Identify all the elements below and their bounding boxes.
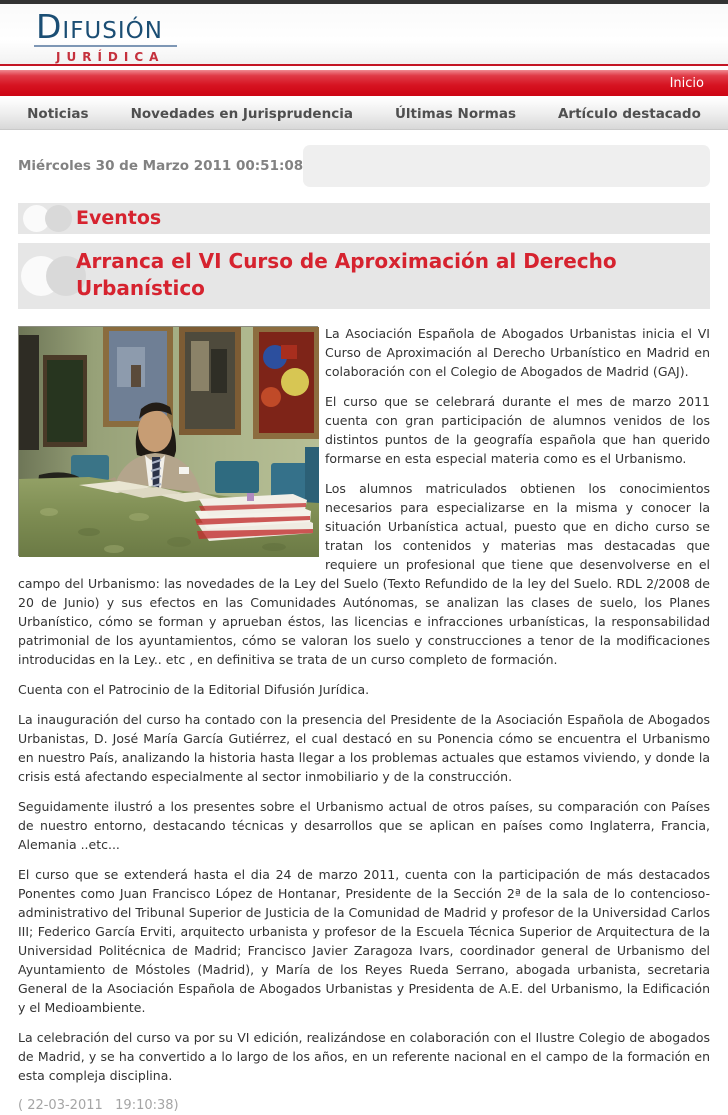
- logo-text-difusion: Difusión: [34, 10, 177, 47]
- article-title-band: [18, 243, 710, 309]
- article-paragraph: La inauguración del curso ha contado con la presencia del Presidente de la Asociación Española de Abogados Urbanistas, D. José María García Gutiérrez, el cual destacó en su Ponencia cómo se encuentra el Urbanismo en nuestro País, analizando la historia hasta llegar a los problemas actuales que estamos viviendo, y donde la crisis está afectando especialmente al sector inmobiliario y de la construcción.: [18, 712, 710, 784]
- logo-text-juridica: JURÍDICA: [56, 50, 165, 64]
- article-paragraph: La Asociación Española de Abogados Urbanistas inicia el VI Curso de Aproximación al Derecho Urbanístico en Madrid en colaboración con el Colegio de Abogados de Madrid (GAJ).: [325, 326, 710, 379]
- article-title: Arranca el VI Curso de Aproximación al Derecho Urbanístico: [76, 249, 617, 300]
- article-paragraph: Cuenta con el Patrocinio de la Editorial Difusión Jurídica.: [18, 682, 370, 697]
- nav-link-articulo-destacado[interactable]: Artículo destacado: [557, 105, 701, 122]
- article-paragraph: El curso que se celebrará durante el mes de marzo 2011 cuenta con gran participación de alumnos venidos de los distintos puntos de la geografía española que han querido formarse en esta especial materia como es el Urbanismo.: [325, 394, 710, 466]
- nav-link-novedades-jurisprudencia[interactable]: Novedades en Jurisprudencia: [130, 105, 353, 122]
- section-header-eventos: [18, 203, 710, 234]
- section-title: Eventos: [76, 207, 162, 229]
- article-body: [18, 324, 710, 1115]
- masthead: [0, 4, 728, 66]
- main-navbar: [0, 98, 728, 130]
- empty-gray-panel: [303, 145, 710, 187]
- article-paragraph: Seguidamente ilustró a los presentes sobre el Urbanismo actual de otros países, su comparación con Países de nuestro entorno, destacando técnicas y desarrollos que se aplican en países como Inglaterra, Francia, Alemania ..etc...: [18, 799, 710, 852]
- article-paragraph: Los alumnos matriculados obtienen los conocimientos necesarios para especializarse en la misma y conocer la situación Urbanística actual, puesto que en dicho curso se tratan los contenidos y materias mas destacadas que requiere un profesional que tiene que desenvolverse en el campo del Urbanismo: las novedades de la Ley del Suelo (Texto Refundido de la ley del Suelo. RDL 2/2008 de 20 de Junio) y sus efectos en las Comunidades Autónomas, se analizan las clases de suelo, los Planes Urbanístico, cómo se forman y aprueban éstos, las licencias e infracciones urbanísticas, la responsabilidad patrimonial de los ayuntamientos, cómo se valoran los suelo y construcciones a tenor de la modificaciones introducidas en la Ley.. etc , en definitiva se trata de un curso completo de formación.: [18, 481, 710, 667]
- nav-link-ultimas-normas[interactable]: Últimas Normas: [394, 105, 516, 122]
- nav-link-inicio[interactable]: Inicio: [669, 75, 704, 91]
- content-area: [0, 145, 728, 1115]
- top-red-navbar: [0, 70, 728, 96]
- article-timestamp: ( 22-03-2011 19:10:38): [18, 1098, 179, 1113]
- nav-link-noticias[interactable]: Noticias: [27, 105, 89, 122]
- date-row: [18, 145, 710, 187]
- current-date: Miércoles 30 de Marzo 2011 00:51:08: [18, 158, 304, 174]
- article-photo-illustration: [19, 327, 319, 557]
- article-paragraph: La celebración del curso va por su VI edición, realizándose en colaboración con el Ilustre Colegio de abogados de Madrid, y se ha convertido a lo largo de los años, en un referente nacional en el campo de la formación en esta compleja disciplina.: [18, 1030, 710, 1083]
- logo[interactable]: [34, 7, 177, 64]
- article-photo: [18, 326, 318, 556]
- article-paragraph: El curso que se extenderá hasta el dia 24 de marzo 2011, cuenta con la participación de más destacados Ponentes como Juan Francisco López de Hontanar, Presidente de la Sección 2ª de la sala de lo contencioso-administrativo del Tribunal Superior de Justicia de la Comunidad de Madrid y profesor de la Universidad Carlos III; Federico García Erviti, arquitecto urbanista y profesor de la Escuela Técnica Superior de Arquitectura de la Universidad Politécnica de Madrid; Francisco Javier Zaragoza Ivars, coordinador general de Urbanismo del Ayuntamiento de Móstoles (Madrid), y María de los Reyes Rueda Serrano, abogada urbanista, secretaria General de la Asociación Española de Abogados Urbanistas y Presidenta de A.E. del Urbanismo, la Edificación y el Medioambiente.: [18, 867, 710, 1015]
